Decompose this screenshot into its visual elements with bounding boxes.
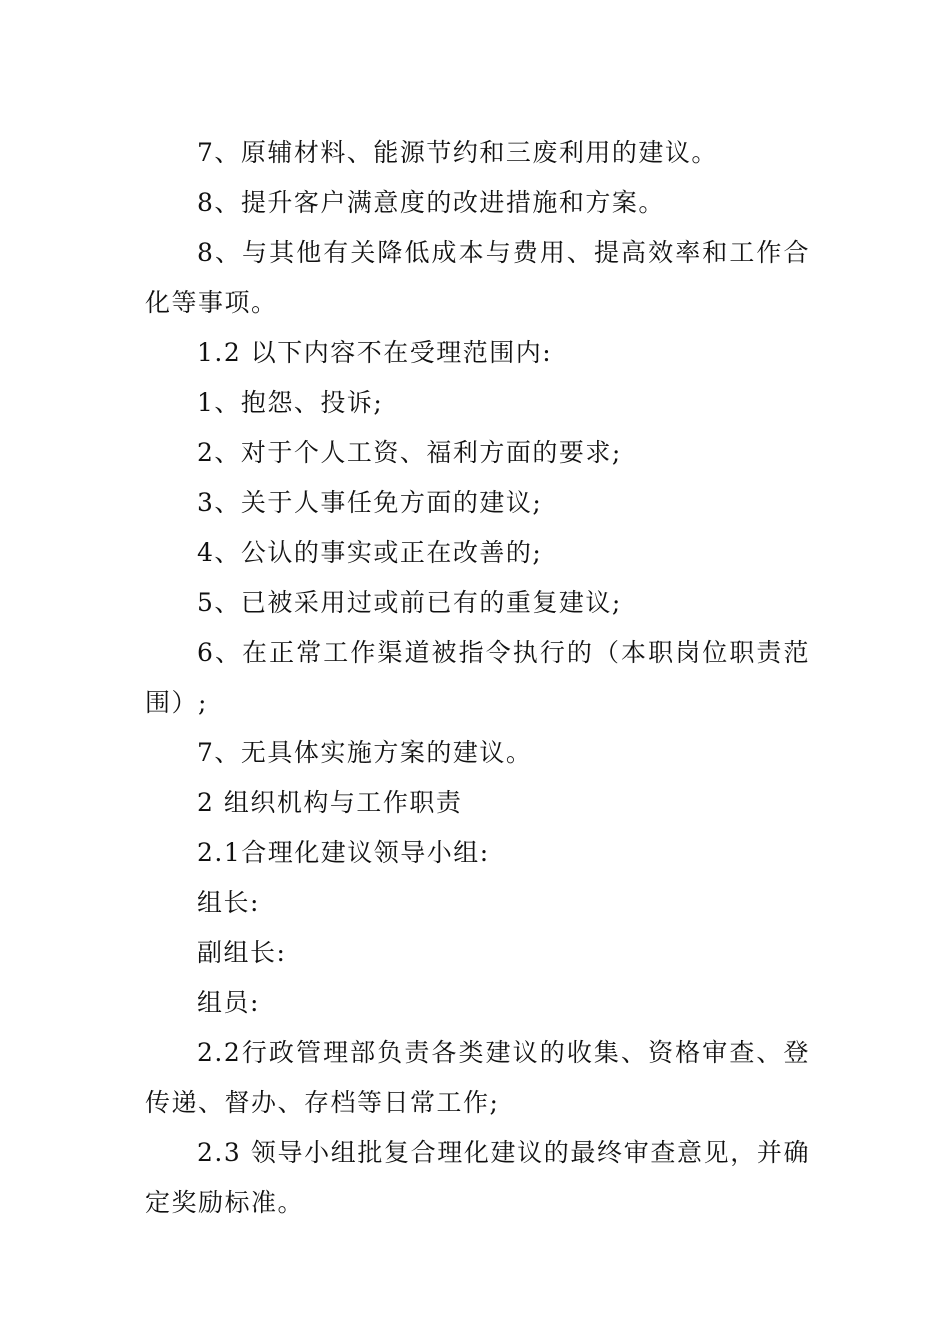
list-item: 1、抱怨、投诉;	[197, 388, 384, 417]
section-heading: 1.2 以下内容不在受理范围内:	[197, 338, 553, 367]
paragraph-line: 8、提升客户满意度的改进措施和方案。	[197, 188, 665, 217]
role-line: 组员:	[197, 988, 260, 1017]
list-item: 6、在正常工作渠道被指令执行的（本职岗位职责范	[197, 638, 810, 667]
paragraph-line: 7、原辅材料、能源节约和三废利用的建议。	[197, 138, 718, 167]
paragraph-line: 传递、督办、存档等日常工作;	[145, 1088, 500, 1117]
list-item: 4、公认的事实或正在改善的;	[197, 538, 543, 567]
list-item: 5、已被采用过或前已有的重复建议;	[197, 588, 622, 617]
paragraph-line: 2.2行政管理部负责各类建议的收集、资格审查、登	[197, 1038, 810, 1067]
role-line: 副组长:	[197, 938, 287, 967]
paragraph-line: 2.3 领导小组批复合理化建议的最终审查意见，并确	[197, 1138, 810, 1167]
section-heading: 2 组织机构与工作职责	[197, 788, 463, 817]
list-item: 7、无具体实施方案的建议。	[197, 738, 533, 767]
list-item-continuation: 围）;	[145, 688, 208, 717]
paragraph-line: 化等事项。	[145, 288, 278, 317]
paragraph-line: 8、与其他有关降低成本与费用、提高效率和工作合	[197, 238, 810, 267]
list-item: 3、关于人事任免方面的建议;	[197, 488, 543, 517]
paragraph-line: 定奖励标准。	[145, 1188, 305, 1217]
subsection-heading: 2.1合理化建议领导小组:	[197, 838, 490, 867]
list-item: 2、对于个人工资、福利方面的要求;	[197, 438, 622, 467]
document-body	[145, 128, 810, 1228]
role-line: 组长:	[197, 888, 260, 917]
